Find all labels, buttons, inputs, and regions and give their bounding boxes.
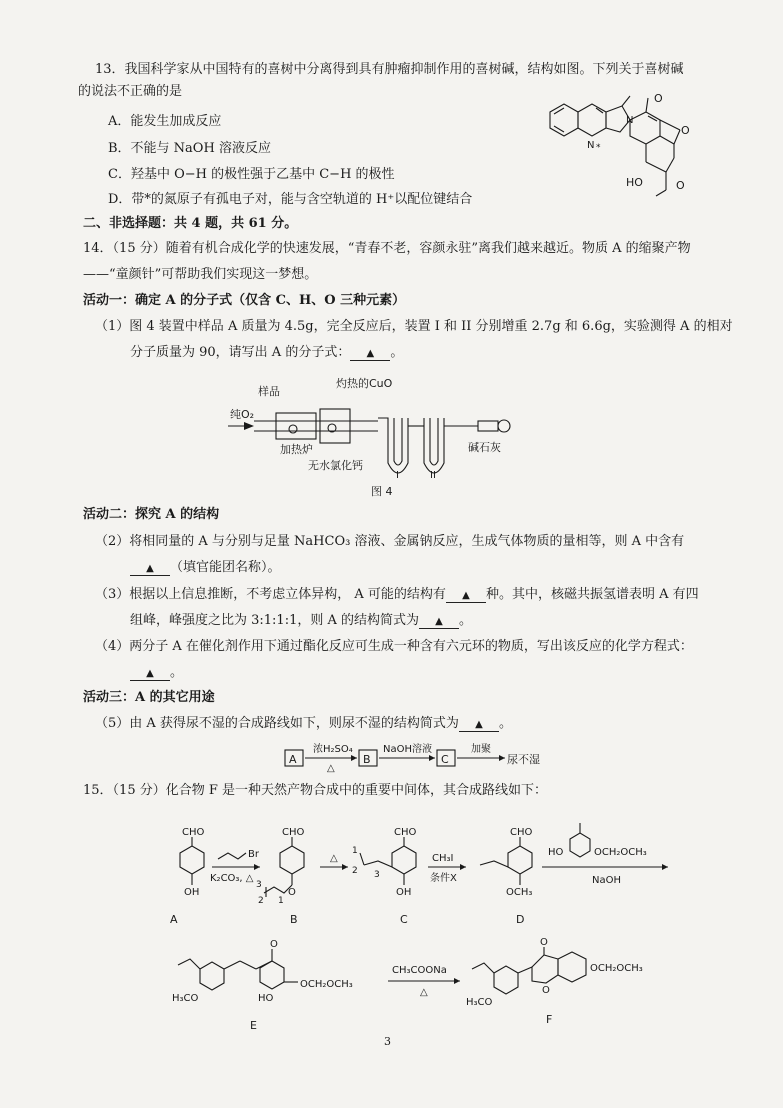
reagent-delta-2: △ xyxy=(420,987,428,998)
cmpd-a-cho: CHO xyxy=(182,827,205,838)
fig4-sample-label: 样品 xyxy=(258,385,280,398)
camptothecin-ho: HO xyxy=(626,176,643,189)
route-a: A xyxy=(289,753,297,766)
q15-intro: 15．（15 分）化合物 F 是一种天然产物合成中的重要中间体，其合成路线如下： xyxy=(83,783,548,798)
q14-part3-line1: （3）根据以上信息推断，不考虑立体异构， A 可能的结构有 ▲ 种。其中，核磁共振氢谱表明 A 有四 xyxy=(95,587,699,602)
q15-scheme-row2 xyxy=(160,937,680,1035)
cmpd-b-num1: 1 xyxy=(278,896,284,906)
cmpd-label-f: F xyxy=(546,1013,553,1026)
q13-stem-line1: 13．我国科学家从中国特有的喜树中分离得到具有肿瘤抑制作用的喜树碱，结构如图。下列关于喜树碱 xyxy=(95,62,684,77)
q14-part4-line2: ▲ 。 xyxy=(130,664,183,682)
cmpd-label-e: E xyxy=(250,1019,257,1032)
reagent-ch3coona: CH₃COONa xyxy=(392,965,447,976)
reagent-delta: △ xyxy=(330,853,338,864)
fig4-furnace-label: 加热炉 xyxy=(280,443,313,456)
reagent-naoh: NaOH xyxy=(592,875,621,886)
route-reagent3: 加聚 xyxy=(471,744,491,755)
fig4-u1-label: I xyxy=(396,470,399,481)
route-product: 尿不湿 xyxy=(507,753,540,766)
cmpd-e-h3co: H₃CO xyxy=(172,993,199,1004)
route-b: B xyxy=(363,753,371,766)
cmpd-f-h3co: H₃CO xyxy=(466,997,493,1008)
camptothecin-n-star: N xyxy=(587,140,595,151)
answer-blank[interactable]: ▲ xyxy=(130,668,170,681)
route-reagent1: 浓H₂SO₄ xyxy=(313,744,353,755)
q13-option-b: B．不能与 NaOH 溶液反应 xyxy=(108,141,271,156)
q14-part1-line1: （1）图 4 装置中样品 A 质量为 4.5g，完全反应后，装置 I 和 II 分别增重 2.7g 和 6.6g，实验测得 A 的相对 xyxy=(95,319,733,334)
reagent-ho: HO xyxy=(548,847,564,858)
answer-blank[interactable]: ▲ xyxy=(419,616,459,629)
cmpd-f-och2och3: OCH₂OCH₃ xyxy=(590,963,643,974)
q15-scheme-row1 xyxy=(160,825,680,935)
cmpd-b-o: O xyxy=(288,887,296,898)
camptothecin-star: * xyxy=(596,143,601,153)
q14-intro-line1: 14．（15 分）随着有机合成化学的快速发展，“青春不老，容颜永驻”离我们越来越近。物质 A 的缩聚产物 xyxy=(83,241,691,256)
answer-blank[interactable]: ▲ xyxy=(350,348,390,361)
fig4-cuo-label: 灼热的CuO xyxy=(336,377,393,390)
reagent-k2co3: K₂CO₃, △ xyxy=(210,873,254,884)
camptothecin-o2: O xyxy=(681,124,690,137)
q13-option-c: C．羟基中 O−H 的极性强于乙基中 C−H 的极性 xyxy=(108,167,395,182)
cmpd-f-o-ketone: O xyxy=(540,937,548,948)
q14-activity3: 活动三：A 的其它用途 xyxy=(83,690,215,705)
cmpd-label-d: D xyxy=(516,913,525,926)
cmpd-label-a: A xyxy=(170,913,178,926)
cmpd-a-oh: OH xyxy=(184,887,200,898)
cmpd-c-num2: 2 xyxy=(352,866,358,876)
q14-part2-line1: （2）将相同量的 A 与分别与足量 NaHCO₃ 溶液、金属钠反应，生成气体物质的量相等，则 A 中含有 xyxy=(95,534,685,549)
answer-blank[interactable]: ▲ xyxy=(459,719,499,732)
answer-blank[interactable]: ▲ xyxy=(130,563,170,576)
q14-activity2: 活动二：探究 A 的结构 xyxy=(83,507,220,522)
cmpd-c-num1: 1 xyxy=(352,846,358,856)
q14-part2-line2: ▲ （填官能团名称）。 xyxy=(130,559,281,577)
camptothecin-o1: O xyxy=(654,92,663,105)
reagent-condition-x: 条件X xyxy=(430,873,457,884)
diaper-route xyxy=(285,738,595,774)
q13-option-a: A．能发生加成反应 xyxy=(108,114,222,129)
route-reagent2: NaOH溶液 xyxy=(383,744,432,755)
fig4-cacl2-label: 无水氯化钙 xyxy=(308,459,363,472)
q13-option-d: D．带*的氮原子有孤电子对，能与含空轨道的 H⁺以配位键结合 xyxy=(108,192,473,207)
cmpd-c-oh: OH xyxy=(396,887,412,898)
cmpd-b-num3: 3 xyxy=(256,880,262,890)
camptothecin-structure xyxy=(530,90,730,195)
section-2-heading: 二、非选择题：共 4 题，共 61 分。 xyxy=(83,216,298,231)
figure4-apparatus xyxy=(228,373,528,498)
cmpd-c-num3: 3 xyxy=(374,870,380,880)
cmpd-f-o-ring: O xyxy=(542,985,550,996)
page-number: 3 xyxy=(384,1035,391,1048)
fig4-lime-label: 碱石灰 xyxy=(468,441,501,454)
fig4-u2-label: II xyxy=(430,470,436,481)
camptothecin-n2: N xyxy=(626,115,634,126)
q14-part4-line1: （4）两分子 A 在催化剂作用下通过酯化反应可生成一种含有六元环的物质，写出该反应的化学方程式： xyxy=(95,639,693,654)
cmpd-b-cho: CHO xyxy=(282,827,305,838)
cmpd-e-o: O xyxy=(270,939,278,950)
answer-blank[interactable]: ▲ xyxy=(446,590,486,603)
q14-part1-line2: 分子质量为 90，请写出 A 的分子式： ▲ 。 xyxy=(130,345,404,360)
route-reagent1-heat: △ xyxy=(327,763,335,774)
cmpd-label-c: C xyxy=(400,913,408,926)
cmpd-c-cho: CHO xyxy=(394,827,417,838)
q13-stem-line2: 的说法不正确的是 xyxy=(78,84,183,99)
cmpd-e-och2och3: OCH₂OCH₃ xyxy=(300,979,353,990)
q14-intro-line2: ——“童颜针”可帮助我们实现这一梦想。 xyxy=(83,267,318,282)
route-c: C xyxy=(441,753,449,766)
fig4-o2-label: 纯O₂ xyxy=(230,408,255,421)
reagent-och2och3: OCH₂OCH₃ xyxy=(594,847,647,858)
fig4-caption: 图 4 xyxy=(371,485,393,498)
reagent-ch3i: CH₃I xyxy=(432,853,454,864)
camptothecin-o3: O xyxy=(676,179,685,192)
q14-part5-line1: （5）由 A 获得尿不湿的合成路线如下，则尿不湿的结构简式为 ▲ 。 xyxy=(95,716,512,731)
q14-part3-line2: 组峰，峰强度之比为 3:1:1:1，则 A 的结构简式为 ▲ 。 xyxy=(130,613,473,628)
cmpd-b-num2: 2 xyxy=(258,896,264,906)
cmpd-label-b: B xyxy=(290,913,298,926)
q14-activity1: 活动一：确定 A 的分子式（仅含 C、H、O 三种元素） xyxy=(83,293,406,308)
cmpd-d-och3: OCH₃ xyxy=(506,887,533,898)
cmpd-e-ho: HO xyxy=(258,993,274,1004)
reagent-allyl-br: Br xyxy=(248,849,259,860)
cmpd-d-cho: CHO xyxy=(510,827,533,838)
